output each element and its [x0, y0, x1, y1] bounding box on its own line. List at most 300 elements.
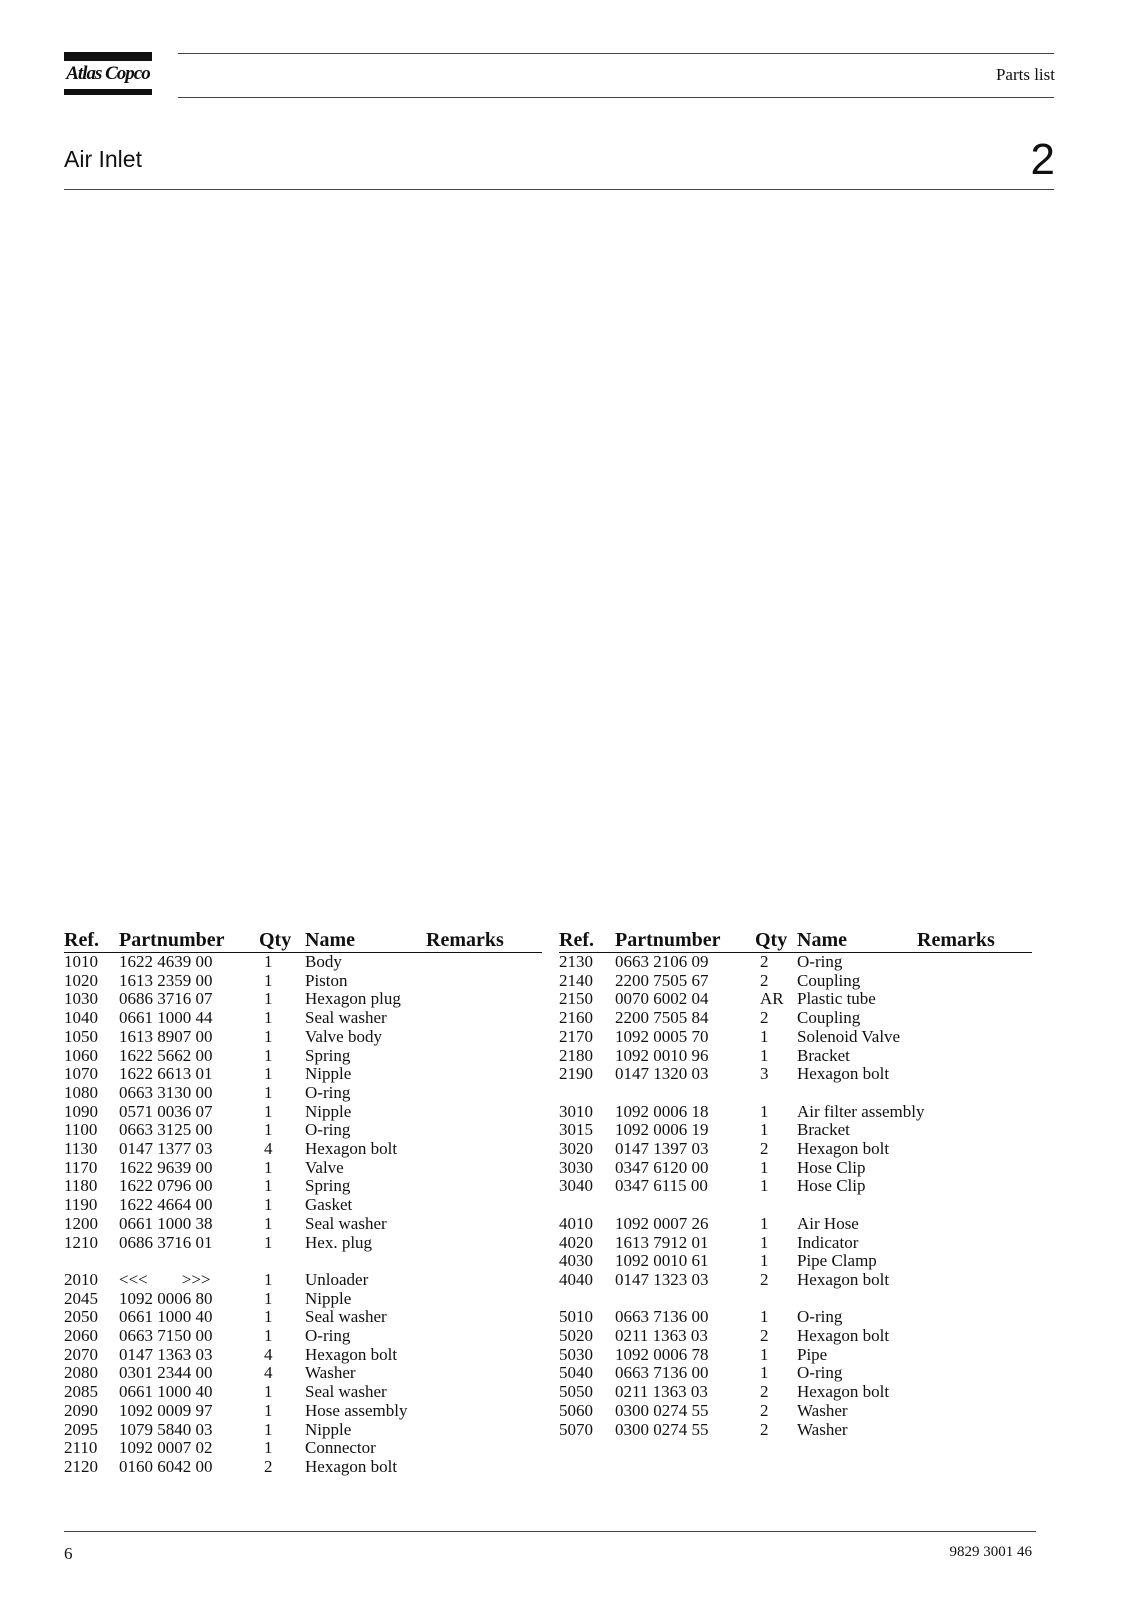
table-header-row — [64, 929, 542, 953]
remarks-cell — [426, 1009, 542, 1028]
ref-cell: 2060 — [64, 1326, 98, 1346]
remarks-cell — [917, 1346, 1032, 1365]
table-row — [559, 990, 1032, 1009]
name-cell: Washer — [797, 1400, 848, 1420]
ref-cell: 1170 — [64, 1157, 98, 1177]
name-cell: Hexagon bolt — [797, 1269, 890, 1289]
qty-cell: 1 — [760, 1307, 769, 1327]
partnumber-cell: 1092 0009 97 — [119, 1400, 213, 1420]
parts-table-body — [559, 953, 1032, 1440]
name-cell: Body — [305, 952, 342, 971]
qty-cell: 4 — [264, 1363, 273, 1383]
partnumber-cell: 0211 1363 03 — [615, 1326, 708, 1346]
qty-cell: 1 — [760, 1045, 769, 1065]
table-row — [64, 1159, 542, 1178]
ref-cell: 2050 — [64, 1307, 98, 1327]
col-qty-header: Qty — [259, 929, 305, 953]
name-cell: Connector — [305, 1438, 376, 1458]
ref-cell: 4040 — [559, 1269, 593, 1289]
table-row — [64, 1047, 542, 1066]
partnumber-cell: 0301 2344 00 — [119, 1363, 213, 1383]
name-cell: Hexagon bolt — [797, 1064, 890, 1084]
ref-cell: 2110 — [64, 1438, 98, 1458]
parts-table-left — [64, 929, 542, 1477]
name-cell: Nipple — [305, 1101, 352, 1121]
name-cell: Plastic tube — [797, 989, 876, 1009]
partnumber-cell: 1613 8907 00 — [119, 1026, 213, 1046]
qty-cell: 1 — [760, 1344, 769, 1364]
name-cell: Air filter assembly — [797, 1101, 925, 1121]
qty-cell: 1 — [760, 1213, 769, 1233]
col-name-header: Name — [305, 929, 426, 953]
table-header-row — [559, 929, 1032, 953]
logo-wordmark: Atlas Copco — [66, 63, 150, 84]
name-cell: Pipe Clamp — [797, 1251, 877, 1271]
table-row — [559, 1271, 1032, 1290]
qty-cell: 2 — [760, 1008, 769, 1028]
ref-cell: 2090 — [64, 1400, 98, 1420]
qty-cell: 2 — [760, 1400, 769, 1420]
ref-cell: 4020 — [559, 1232, 593, 1252]
qty-cell: 1 — [264, 1064, 273, 1084]
table-row — [559, 972, 1032, 991]
partnumber-cell: 0663 7150 00 — [119, 1326, 213, 1346]
table-row — [559, 1177, 1032, 1196]
ref-cell: 3030 — [559, 1157, 593, 1177]
remarks-cell — [426, 990, 542, 1009]
table-row — [559, 1140, 1032, 1159]
table-row — [64, 1121, 542, 1140]
ref-cell: 2010 — [64, 1269, 98, 1289]
remarks-cell — [426, 1346, 542, 1365]
partnumber-cell: 0663 7136 00 — [615, 1307, 709, 1327]
remarks-cell — [426, 1308, 542, 1327]
name-cell: Valve — [305, 1157, 344, 1177]
partnumber-cell: 0661 1000 44 — [119, 1008, 213, 1028]
ref-cell: 1210 — [64, 1232, 98, 1252]
partnumber-cell: 1092 0006 78 — [615, 1344, 709, 1364]
ref-cell: 2140 — [559, 970, 593, 990]
remarks-cell — [426, 1177, 542, 1196]
table-row — [64, 1402, 542, 1421]
partnumber-cell: 1622 4664 00 — [119, 1195, 213, 1215]
ref-cell: 1010 — [64, 952, 98, 971]
qty-cell: 1 — [264, 1269, 273, 1289]
name-cell: Air Hose — [797, 1213, 859, 1233]
name-cell: Solenoid Valve — [797, 1026, 901, 1046]
partnumber-cell: 1092 0005 70 — [615, 1026, 709, 1046]
table-row — [64, 953, 542, 972]
remarks-cell — [917, 1327, 1032, 1346]
ref-cell: 4030 — [559, 1251, 593, 1271]
partnumber-cell: 0663 2106 09 — [615, 952, 709, 971]
table-row — [559, 1364, 1032, 1383]
remarks-cell — [917, 1421, 1032, 1440]
parts-table-body — [64, 953, 542, 1477]
name-cell: Indicator — [797, 1232, 859, 1252]
ref-cell: 2160 — [559, 1008, 593, 1028]
qty-cell: 1 — [264, 1232, 273, 1252]
table-row — [559, 1159, 1032, 1178]
table-row — [64, 1196, 542, 1215]
table-row — [559, 1028, 1032, 1047]
remarks-cell — [917, 1215, 1032, 1234]
ref-cell: 5070 — [559, 1419, 593, 1439]
qty-cell: 1 — [264, 1307, 273, 1327]
remarks-cell — [917, 1177, 1032, 1196]
table-row — [64, 1364, 542, 1383]
table-row — [64, 1383, 542, 1402]
remarks-cell — [917, 1103, 1032, 1122]
remarks-cell — [426, 1439, 542, 1458]
ref-cell: 1100 — [64, 1120, 98, 1140]
table-row — [64, 1346, 542, 1365]
qty-cell: 2 — [760, 1326, 769, 1346]
name-cell: Nipple — [305, 1288, 352, 1308]
ref-cell: 3010 — [559, 1101, 593, 1121]
qty-cell: 1 — [264, 1176, 273, 1196]
ref-cell: 1090 — [64, 1101, 98, 1121]
table-row — [559, 1327, 1032, 1346]
partnumber-cell: <<< >>> — [119, 1269, 211, 1289]
header-rule-top — [178, 53, 1054, 54]
col-partnumber-header: Partnumber — [615, 929, 755, 953]
section-rule — [64, 189, 1054, 190]
partnumber-cell: 1092 0006 18 — [615, 1101, 709, 1121]
name-cell: Spring — [305, 1045, 351, 1065]
ref-cell: 1040 — [64, 1008, 98, 1028]
header-rule-bottom — [178, 97, 1054, 98]
table-row — [64, 1028, 542, 1047]
name-cell: Seal washer — [305, 1008, 387, 1028]
partnumber-cell: 0300 0274 55 — [615, 1419, 709, 1439]
table-row — [559, 1009, 1032, 1028]
remarks-cell — [917, 1252, 1032, 1271]
partnumber-cell: 1613 7912 01 — [615, 1232, 709, 1252]
name-cell: Bracket — [797, 1045, 850, 1065]
remarks-cell — [917, 1402, 1032, 1421]
remarks-cell — [917, 972, 1032, 991]
table-row — [559, 1346, 1032, 1365]
remarks-cell — [917, 1047, 1032, 1066]
qty-cell: 1 — [264, 1382, 273, 1402]
table-row — [559, 1308, 1032, 1327]
ref-cell: 2045 — [64, 1288, 98, 1308]
qty-cell: 1 — [760, 1363, 769, 1383]
table-row — [559, 1234, 1032, 1253]
partnumber-cell: 0147 1377 03 — [119, 1139, 213, 1159]
qty-cell: 2 — [760, 1269, 769, 1289]
footer-rule — [64, 1531, 1036, 1532]
col-ref-header: Ref. — [559, 929, 615, 953]
qty-cell: 1 — [264, 989, 273, 1009]
qty-cell: 1 — [264, 1101, 273, 1121]
ref-cell: 5040 — [559, 1363, 593, 1383]
group-spacer — [559, 1290, 1032, 1309]
table-row — [64, 1421, 542, 1440]
qty-cell: 1 — [760, 1176, 769, 1196]
name-cell: Washer — [797, 1419, 848, 1439]
qty-cell: 1 — [760, 1157, 769, 1177]
name-cell: Hexagon bolt — [797, 1382, 890, 1402]
ref-cell: 2170 — [559, 1026, 593, 1046]
partnumber-cell: 2200 7505 67 — [615, 970, 709, 990]
ref-cell: 1050 — [64, 1026, 98, 1046]
name-cell: Seal washer — [305, 1307, 387, 1327]
partnumber-cell: 0663 7136 00 — [615, 1363, 709, 1383]
partnumber-cell: 0686 3716 01 — [119, 1232, 213, 1252]
remarks-cell — [426, 1364, 542, 1383]
table-row — [64, 1458, 542, 1477]
ref-cell: 1070 — [64, 1064, 98, 1084]
partnumber-cell: 1092 0010 96 — [615, 1045, 709, 1065]
qty-cell: 2 — [760, 1419, 769, 1439]
partnumber-cell: 0661 1000 40 — [119, 1382, 213, 1402]
ref-cell: 2085 — [64, 1382, 98, 1402]
qty-cell: 2 — [264, 1456, 273, 1476]
qty-cell: 1 — [264, 970, 273, 990]
remarks-cell — [426, 1215, 542, 1234]
partnumber-cell: 1092 0006 80 — [119, 1288, 213, 1308]
qty-cell: 1 — [264, 1195, 273, 1215]
ref-cell: 1200 — [64, 1213, 98, 1233]
spacer-cell — [559, 1084, 1032, 1103]
partnumber-cell: 1079 5840 03 — [119, 1419, 213, 1439]
remarks-cell — [426, 1140, 542, 1159]
name-cell: Seal washer — [305, 1382, 387, 1402]
name-cell: O-ring — [305, 1120, 351, 1140]
group-spacer — [64, 1252, 542, 1271]
name-cell: Bracket — [797, 1120, 850, 1140]
name-cell: Valve body — [305, 1026, 382, 1046]
partnumber-cell: 1622 9639 00 — [119, 1157, 213, 1177]
name-cell: Hexagon bolt — [797, 1139, 890, 1159]
partnumber-cell: 0571 0036 07 — [119, 1101, 213, 1121]
col-name-header: Name — [797, 929, 917, 953]
name-cell: Hex. plug — [305, 1232, 373, 1252]
ref-cell: 1030 — [64, 989, 98, 1009]
table-row — [559, 1215, 1032, 1234]
name-cell: Piston — [305, 970, 348, 990]
partnumber-cell: 0070 6002 04 — [615, 989, 709, 1009]
partnumber-cell: 0300 0274 55 — [615, 1400, 709, 1420]
remarks-cell — [426, 1234, 542, 1253]
name-cell: Hose Clip — [797, 1176, 866, 1196]
qty-cell: 1 — [264, 952, 273, 971]
name-cell: Coupling — [797, 1008, 861, 1028]
table-row — [559, 1047, 1032, 1066]
name-cell: Spring — [305, 1176, 351, 1196]
table-row — [559, 1121, 1032, 1140]
ref-cell: 2120 — [64, 1456, 98, 1476]
ref-cell: 5030 — [559, 1344, 593, 1364]
ref-cell: 1020 — [64, 970, 98, 990]
qty-cell: 1 — [264, 1326, 273, 1346]
table-row — [64, 1065, 542, 1084]
table-row — [559, 1421, 1032, 1440]
qty-cell: AR — [760, 989, 784, 1009]
table-row — [64, 1009, 542, 1028]
qty-cell: 1 — [264, 1400, 273, 1420]
table-row — [64, 1327, 542, 1346]
table-row — [64, 1084, 542, 1103]
ref-cell: 1190 — [64, 1195, 98, 1215]
table-row — [64, 1290, 542, 1309]
table-row — [64, 1271, 542, 1290]
ref-cell: 5010 — [559, 1307, 593, 1327]
doc-type-label: Parts list — [995, 65, 1055, 84]
partnumber-cell: 0347 6115 00 — [615, 1176, 708, 1196]
name-cell: Pipe — [797, 1344, 828, 1364]
table-row — [64, 1215, 542, 1234]
partnumber-cell: 0686 3716 07 — [119, 989, 213, 1009]
remarks-cell — [426, 972, 542, 991]
table-row — [559, 953, 1032, 972]
remarks-cell — [426, 1458, 542, 1477]
spacer-cell — [559, 1290, 1032, 1309]
remarks-cell — [426, 1084, 542, 1103]
partnumber-cell: 0147 1363 03 — [119, 1344, 213, 1364]
qty-cell: 1 — [264, 1157, 273, 1177]
col-remarks-header: Remarks — [426, 929, 542, 953]
remarks-cell — [917, 1065, 1032, 1084]
remarks-cell — [917, 1121, 1032, 1140]
qty-cell: 1 — [264, 1026, 273, 1046]
name-cell: O-ring — [797, 1363, 843, 1383]
name-cell: Hexagon bolt — [305, 1139, 398, 1159]
qty-cell: 1 — [760, 1251, 769, 1271]
ref-cell: 2150 — [559, 989, 593, 1009]
remarks-cell — [917, 1383, 1032, 1402]
qty-cell: 2 — [760, 1382, 769, 1402]
qty-cell: 3 — [760, 1064, 769, 1084]
remarks-cell — [426, 1159, 542, 1178]
partnumber-cell: 1622 5662 00 — [119, 1045, 213, 1065]
partnumber-cell: 0147 1323 03 — [615, 1269, 709, 1289]
document-number: 9829 3001 46 — [949, 1544, 1032, 1560]
spacer-cell — [64, 1252, 542, 1271]
col-qty-header: Qty — [755, 929, 797, 953]
table-row — [64, 1234, 542, 1253]
qty-cell: 2 — [760, 970, 769, 990]
ref-cell: 1060 — [64, 1045, 98, 1065]
qty-cell: 1 — [760, 1232, 769, 1252]
remarks-cell — [917, 1308, 1032, 1327]
remarks-cell — [917, 1140, 1032, 1159]
ref-cell: 1180 — [64, 1176, 98, 1196]
ref-cell: 2070 — [64, 1344, 98, 1364]
ref-cell: 3015 — [559, 1120, 593, 1140]
table-row — [64, 1103, 542, 1122]
section-number: 2 — [1030, 135, 1055, 184]
remarks-cell — [917, 1271, 1032, 1290]
table-row — [559, 1402, 1032, 1421]
name-cell: O-ring — [305, 1082, 351, 1102]
page-number: 6 — [64, 1544, 73, 1563]
remarks-cell — [426, 1327, 542, 1346]
qty-cell: 1 — [264, 1288, 273, 1308]
remarks-cell — [917, 990, 1032, 1009]
partnumber-cell: 0347 6120 00 — [615, 1157, 709, 1177]
partnumber-cell: 0663 3130 00 — [119, 1082, 213, 1102]
partnumber-cell: 1092 0007 02 — [119, 1438, 213, 1458]
col-partnumber-header: Partnumber — [119, 929, 259, 953]
qty-cell: 1 — [264, 1419, 273, 1439]
partnumber-cell: 0661 1000 38 — [119, 1213, 213, 1233]
table-row — [64, 972, 542, 991]
name-cell: Hexagon bolt — [797, 1326, 890, 1346]
name-cell: O-ring — [797, 952, 843, 971]
name-cell: Hexagon plug — [305, 989, 401, 1009]
ref-cell: 2190 — [559, 1064, 593, 1084]
partnumber-cell: 1613 2359 00 — [119, 970, 213, 990]
table-row — [64, 1177, 542, 1196]
remarks-cell — [426, 1047, 542, 1066]
table-row — [64, 990, 542, 1009]
partnumber-cell: 1092 0007 26 — [615, 1213, 709, 1233]
ref-cell: 1080 — [64, 1082, 98, 1102]
ref-cell: 2130 — [559, 952, 593, 971]
ref-cell: 2180 — [559, 1045, 593, 1065]
ref-cell: 5060 — [559, 1400, 593, 1420]
name-cell: Hexagon bolt — [305, 1344, 398, 1364]
group-spacer — [559, 1084, 1032, 1103]
qty-cell: 4 — [264, 1139, 273, 1159]
section-title: Air Inlet — [64, 146, 142, 172]
col-ref-header: Ref. — [64, 929, 119, 953]
partnumber-cell: 0661 1000 40 — [119, 1307, 213, 1327]
qty-cell: 1 — [264, 1008, 273, 1028]
table-row — [64, 1439, 542, 1458]
parts-table-right — [559, 929, 1032, 1439]
remarks-cell — [917, 1364, 1032, 1383]
remarks-cell — [426, 1271, 542, 1290]
qty-cell: 1 — [264, 1438, 273, 1458]
remarks-cell — [426, 1383, 542, 1402]
name-cell: Washer — [305, 1363, 356, 1383]
qty-cell: 2 — [760, 1139, 769, 1159]
qty-cell: 1 — [264, 1120, 273, 1140]
remarks-cell — [426, 1196, 542, 1215]
ref-cell: 5020 — [559, 1326, 593, 1346]
remarks-cell — [917, 953, 1032, 972]
remarks-cell — [426, 1290, 542, 1309]
table-row — [559, 1252, 1032, 1271]
qty-cell: 1 — [264, 1082, 273, 1102]
table-row — [559, 1383, 1032, 1402]
partnumber-cell: 0160 6042 00 — [119, 1456, 213, 1476]
name-cell: Hose Clip — [797, 1157, 866, 1177]
ref-cell: 2095 — [64, 1419, 98, 1439]
qty-cell: 1 — [760, 1120, 769, 1140]
ref-cell: 5050 — [559, 1382, 593, 1402]
qty-cell: 1 — [264, 1045, 273, 1065]
name-cell: Unloader — [305, 1269, 369, 1289]
table-row — [64, 1140, 542, 1159]
partnumber-cell: 1622 4639 00 — [119, 952, 213, 971]
name-cell: Nipple — [305, 1419, 352, 1439]
partnumber-cell: 0147 1320 03 — [615, 1064, 709, 1084]
remarks-cell — [426, 1402, 542, 1421]
name-cell: Gasket — [305, 1195, 353, 1215]
ref-cell: 2080 — [64, 1363, 98, 1383]
logo-top-bar — [64, 52, 152, 61]
col-remarks-header: Remarks — [917, 929, 1032, 953]
remarks-cell — [917, 1028, 1032, 1047]
partnumber-cell: 1092 0010 61 — [615, 1251, 709, 1271]
table-row — [559, 1065, 1032, 1084]
partnumber-cell: 0147 1397 03 — [615, 1139, 709, 1159]
